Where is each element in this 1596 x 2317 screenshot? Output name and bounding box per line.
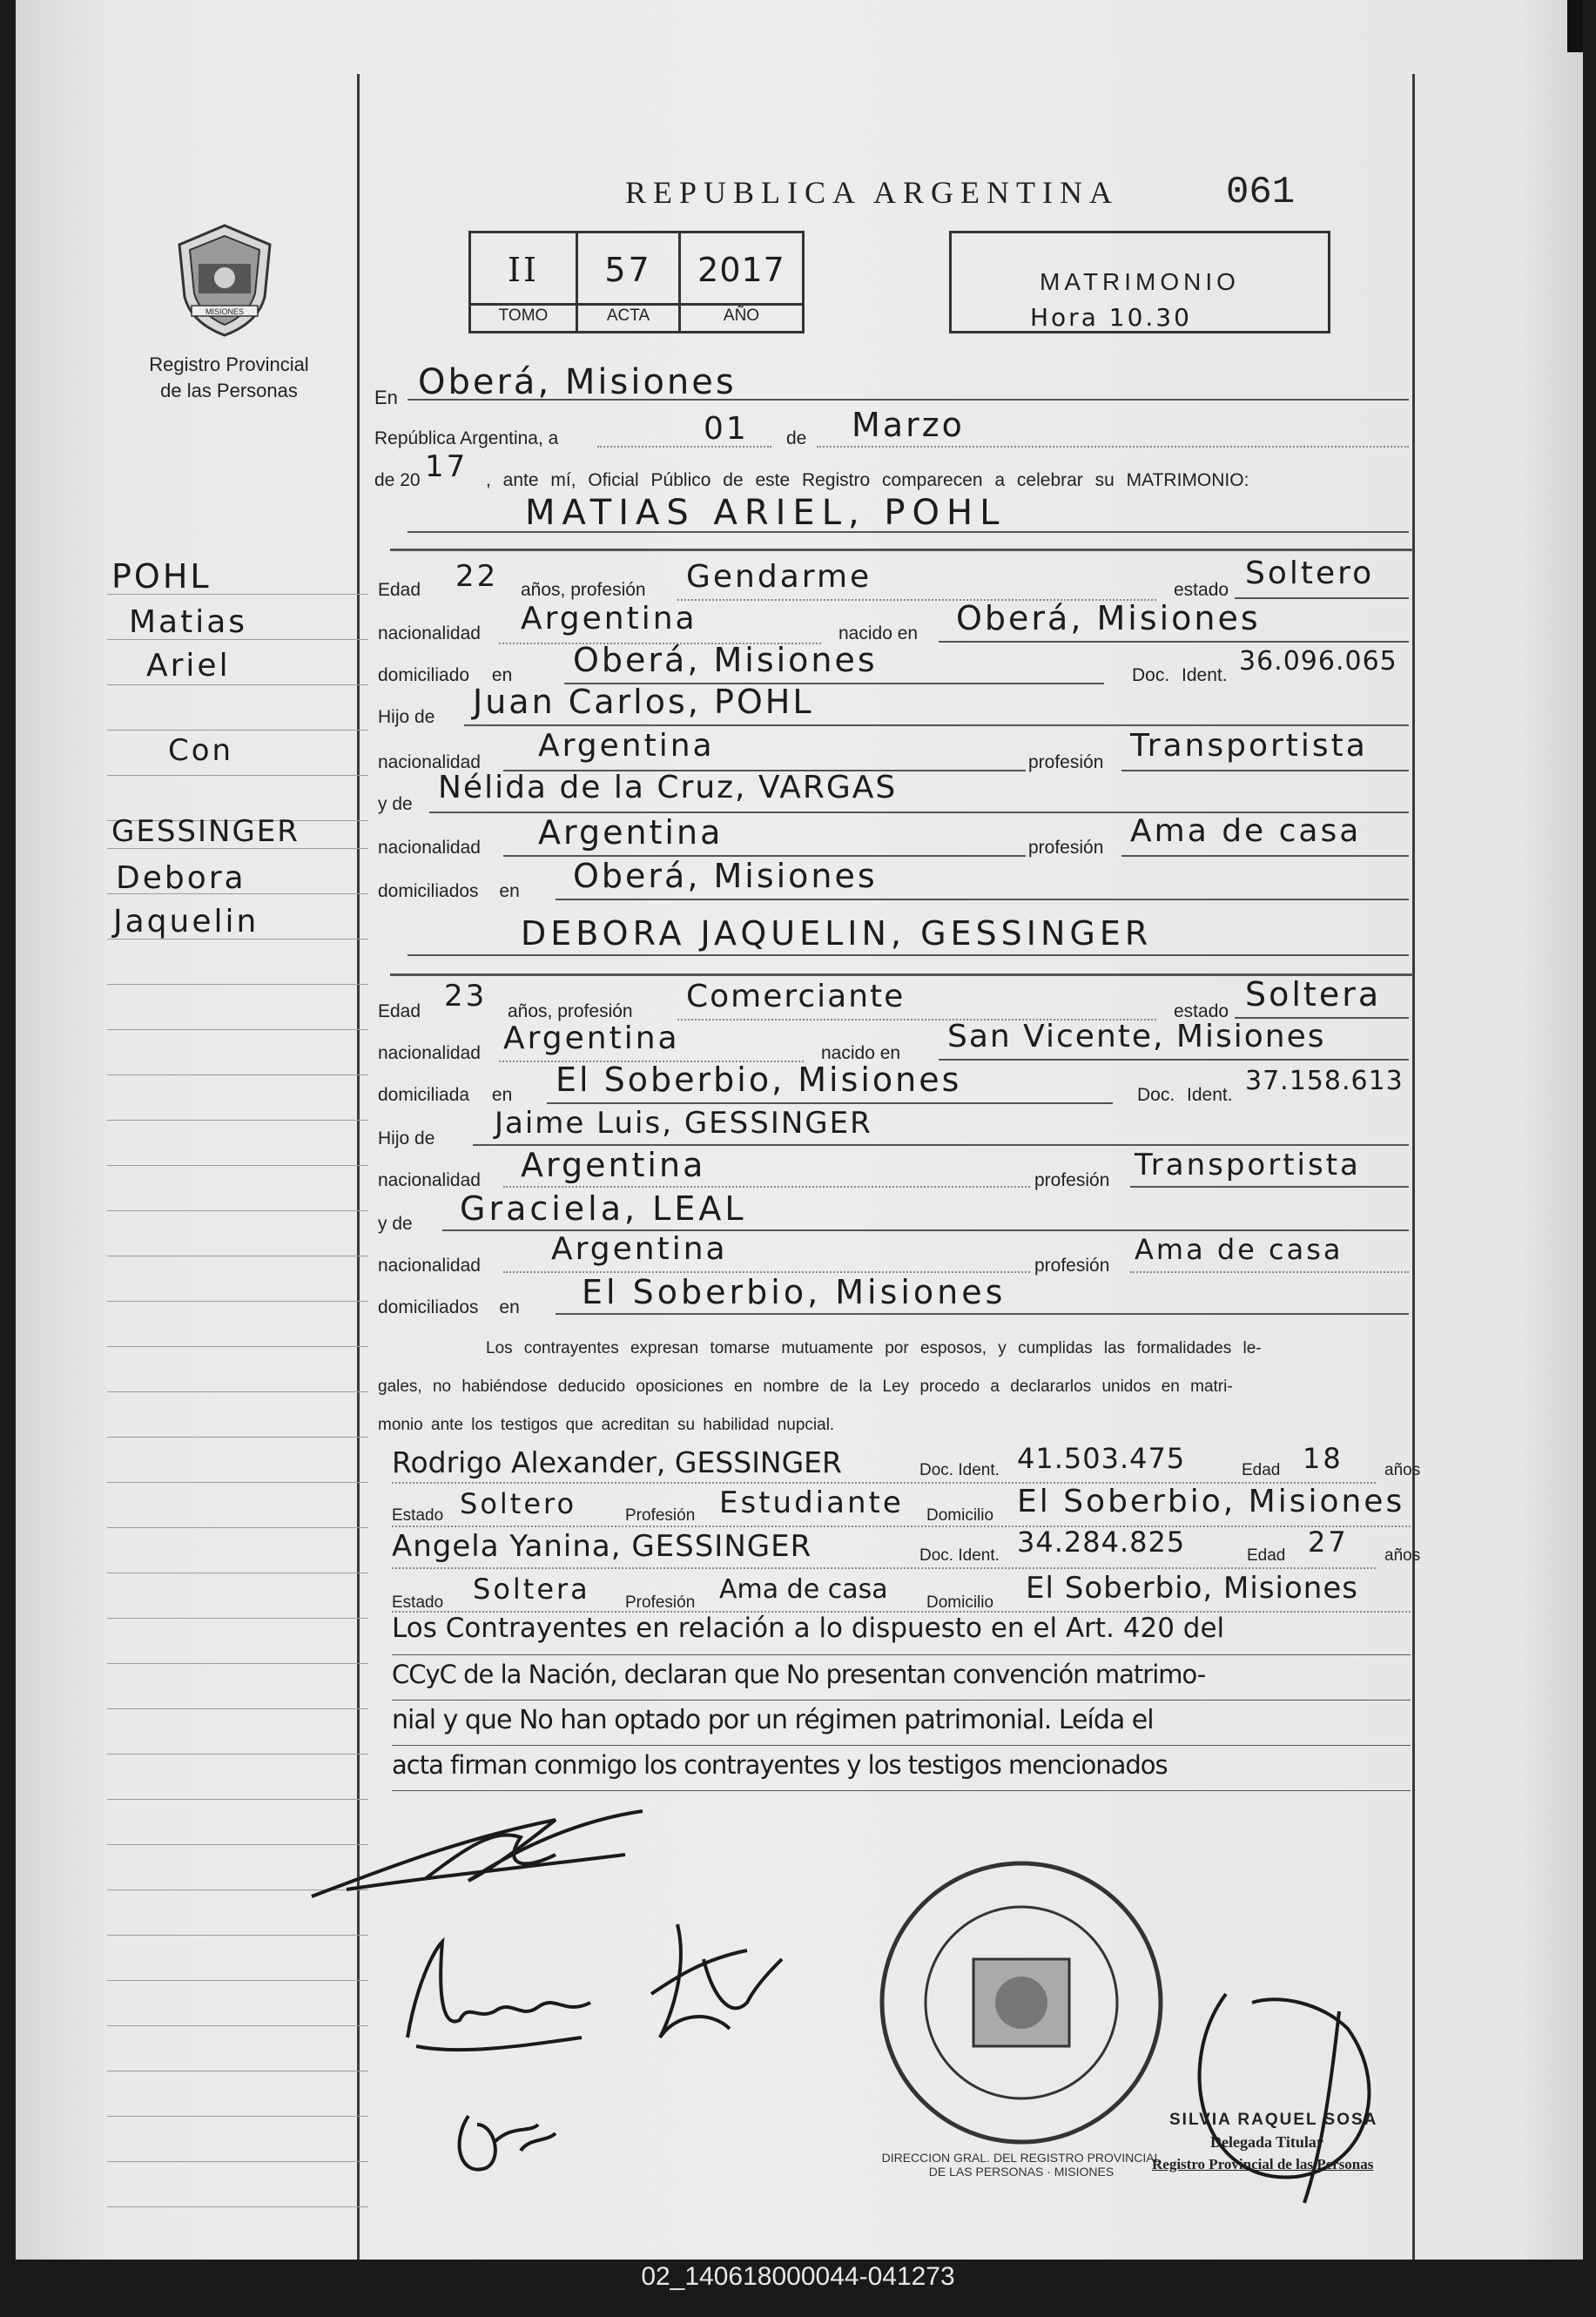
- witness1-prof-label: Profesión: [625, 1506, 696, 1525]
- groom-name: MATIAS ARIEL, POHL: [525, 493, 1007, 533]
- groom-padre-prof: Transportista: [1130, 728, 1368, 764]
- country-title: REPUBLICA ARGENTINA: [625, 175, 1120, 210]
- margin-rule: [107, 1618, 368, 1619]
- bride-profesion: Comerciante: [686, 979, 906, 1014]
- groom-name-underline: [407, 531, 1409, 533]
- act-type-box: [949, 231, 1330, 333]
- note-rule-3: [392, 1745, 1411, 1746]
- groom-padre-nac-label: nacionalidad: [378, 752, 481, 772]
- act-type: MATRIMONIO: [1040, 268, 1240, 295]
- bride-name: DEBORA JAQUELIN, GESSINGER: [521, 914, 1153, 953]
- month-line: [817, 446, 1409, 448]
- tomo-label: TOMO: [498, 306, 549, 325]
- stamp-text: DIRECCION GRAL. DEL REGISTRO PROVINCIAL DE LAS PERSONAS · MISIONES: [881, 2151, 1162, 2179]
- bride-doms-label: domiciliados en: [378, 1297, 520, 1317]
- scan-id: 02_140618000044-041273: [641, 2262, 955, 2291]
- witness2-edad-label: Edad: [1247, 1546, 1286, 1565]
- witness2-estado-label: Estado: [392, 1593, 444, 1612]
- right-edge-mark: [1567, 0, 1583, 52]
- bride-estado: Soltera: [1245, 975, 1382, 1014]
- bride-madre-nac: Argentina: [551, 1231, 728, 1267]
- witness2-dom-label: Domicilio: [926, 1593, 994, 1612]
- bride-yde-label: y de: [378, 1214, 413, 1234]
- note-line-2: CCyC de la Nación, declaran que No presentan convención matrimo-: [392, 1660, 1206, 1689]
- witness1-dom-label: Domicilio: [926, 1506, 994, 1525]
- month: Marzo: [852, 406, 965, 444]
- witness2-domicilio: El Soberbio, Misiones: [1026, 1571, 1358, 1606]
- tomo-value: II: [507, 251, 540, 289]
- de-label: de: [786, 428, 807, 448]
- day: 01: [704, 411, 749, 447]
- bride-madre-prof-line: [1130, 1271, 1409, 1273]
- witness2-line: [392, 1567, 1376, 1569]
- witness1-doc-label: Doc. Ident.: [919, 1461, 1000, 1479]
- witness1-anos-label: años: [1384, 1461, 1421, 1479]
- witness2-profesion: Ama de casa: [719, 1574, 888, 1605]
- groom-yde-label: y de: [378, 794, 413, 814]
- body-line-1: Los contrayentes expresan tomarse mutuamente por esposos, y cumplidas las formalidades le-: [486, 1339, 1262, 1357]
- groom-padre: Juan Carlos, POHL: [473, 683, 814, 721]
- bride-padre-nac-line: [503, 1186, 1030, 1188]
- bride-domicilio: El Soberbio, Misiones: [556, 1061, 962, 1099]
- ceremony-time: Hora 10.30: [1030, 303, 1192, 332]
- place: Oberá, Misiones: [418, 362, 737, 402]
- groom-padre-nac: Argentina: [538, 728, 715, 764]
- registry-name-line1: Registro Provincial: [149, 354, 309, 375]
- groom-madre-nac: Argentina: [538, 813, 724, 852]
- margin-rule: [107, 2161, 368, 2162]
- groom-nacido-label: nacido en: [838, 623, 919, 643]
- witness1-estado: Soltero: [460, 1487, 577, 1520]
- republica-label: República Argentina, a: [374, 428, 559, 448]
- section-divider: [390, 549, 1413, 551]
- witness1-name: Rodrigo Alexander, GESSINGER: [392, 1445, 842, 1479]
- groom-padre-prof-line: [1121, 770, 1409, 771]
- groom-padres-dom: Oberá, Misiones: [573, 857, 878, 895]
- margin-rule: [107, 1935, 368, 1936]
- groom-nacido-line: [939, 641, 1409, 643]
- margin-groom-middle: Ariel: [146, 648, 231, 684]
- bride-name-underline: [407, 954, 1409, 956]
- groom-madre-prof: Ama de casa: [1130, 813, 1362, 849]
- margin-rule: [107, 984, 368, 985]
- official-name: SILVIA RAQUEL SOSA: [1169, 2111, 1378, 2129]
- margin-bride-middle: Jaquelin: [113, 904, 259, 940]
- note-rule-2: [392, 1700, 1411, 1701]
- witness1-edad-label: Edad: [1242, 1461, 1281, 1479]
- official-stamp: [873, 1855, 1169, 2151]
- margin-rule: [107, 2116, 368, 2117]
- witness2-name: Angela Yanina, GESSINGER: [392, 1529, 812, 1564]
- tomo-acta-ano-box: [468, 231, 805, 333]
- bride-padre-nac-label: nacionalidad: [378, 1170, 481, 1190]
- bride-edad-label: Edad: [378, 1001, 421, 1021]
- witness1-line2: [392, 1526, 1411, 1527]
- official-title: Delegada Titular: [1210, 2133, 1323, 2151]
- acta-label: ACTA: [606, 306, 650, 325]
- margin-rule: [107, 730, 368, 731]
- margin-rule: [107, 1708, 368, 1709]
- groom-padres-dom-line: [556, 899, 1409, 900]
- groom-nacido: Oberá, Misiones: [956, 599, 1261, 637]
- groom-doc-label: Doc. Ident.: [1132, 665, 1228, 685]
- bride-madre-prof: Ama de casa: [1135, 1233, 1343, 1266]
- witness1-profesion: Estudiante: [719, 1485, 904, 1520]
- witness2-prof-label: Profesión: [625, 1593, 696, 1612]
- body-line-2: gales, no habiéndose deducido oposiciones en nombre de la Ley procedo a declararlos unidos en matri-: [378, 1377, 1233, 1396]
- bride-padre-prof-line: [1130, 1186, 1409, 1188]
- margin-rule: [107, 1210, 368, 1211]
- bride-padre-nac: Argentina: [521, 1146, 706, 1184]
- groom-edad-label: Edad: [378, 580, 421, 600]
- right-border: [1412, 74, 1415, 2260]
- emblem-ribbon-text: MISIONES: [205, 307, 245, 316]
- bride-dom-label: domiciliada en: [378, 1085, 513, 1105]
- margin-rule: [107, 1029, 368, 1030]
- bride-nacido-label: nacido en: [821, 1043, 901, 1063]
- margin-groom-surname: POHL: [111, 557, 212, 596]
- bride-padre-prof: Transportista: [1135, 1148, 1361, 1182]
- ano-label: AÑO: [723, 306, 760, 325]
- note-line-3: nial y que No han optado por un régimen patrimonial. Leída el: [392, 1705, 1154, 1735]
- witness2-doc-label: Doc. Ident.: [919, 1546, 1000, 1565]
- registry-page: [16, 0, 1583, 2260]
- groom-edad: 22: [455, 559, 499, 594]
- margin-rule: [107, 775, 368, 776]
- margin-rule: [107, 1074, 368, 1075]
- groom-nacionalidad: Argentina: [521, 601, 697, 637]
- margin-groom-first: Matias: [129, 604, 248, 640]
- groom-madre-prof-label: profesión: [1028, 838, 1104, 858]
- groom-domicilio: Oberá, Misiones: [573, 641, 878, 679]
- bride-doc-label: Doc. Ident.: [1137, 1085, 1233, 1105]
- place-underline: [407, 399, 1409, 401]
- margin-bride-surname: GESSINGER: [111, 814, 300, 849]
- groom-anos-prof-label: años, profesión: [521, 580, 646, 600]
- groom-hijo-label: Hijo de: [378, 707, 435, 727]
- bride-padres-dom-line: [556, 1313, 1409, 1315]
- registry-name-line2: de las Personas: [160, 380, 298, 401]
- bride-nacido: San Vicente, Misiones: [947, 1019, 1326, 1054]
- margin-rule: [107, 684, 368, 685]
- margin-rule: [107, 1120, 368, 1121]
- bride-padre: Jaime Luis, GESSINGER: [495, 1106, 872, 1141]
- bride-hijo-label: Hijo de: [378, 1128, 435, 1148]
- margin-rule: [107, 1754, 368, 1755]
- ano-value: 2017: [697, 251, 785, 289]
- margin-rule: [107, 1391, 368, 1392]
- witness1-estado-label: Estado: [392, 1506, 444, 1525]
- signature-bride: [625, 1907, 799, 2064]
- witness2-doc: 34.284.825: [1017, 1526, 1186, 1559]
- margin-rule: [107, 1527, 368, 1528]
- bride-madre-nac-label: nacionalidad: [378, 1256, 481, 1276]
- witness1-domicilio: El Soberbio, Misiones: [1017, 1484, 1405, 1519]
- note-line-4: acta firman conmigo los contrayentes y los testigos mencionados: [392, 1750, 1168, 1780]
- signature-groom: [390, 1916, 616, 2064]
- witness1-doc: 41.503.475: [1017, 1442, 1186, 1475]
- groom-madre: Nélida de la Cruz, VARGAS: [438, 770, 898, 805]
- groom-doc: 36.096.065: [1239, 646, 1397, 677]
- en-label: En: [374, 387, 398, 408]
- province-emblem: [172, 222, 277, 340]
- bride-edad: 23: [444, 979, 488, 1014]
- statement: , ante mí, Oficial Público de este Registro comparecen a celebrar su MATRIMONIO:: [486, 470, 1249, 490]
- margin-rule: [107, 1301, 368, 1302]
- de20-label: de 20: [374, 470, 421, 490]
- witness2-edad: 27: [1308, 1526, 1349, 1559]
- margin-con: Con: [168, 733, 234, 768]
- bride-nacido-line: [939, 1059, 1409, 1061]
- groom-doms-label: domiciliados en: [378, 881, 520, 901]
- bride-madre: Graciela, LEAL: [460, 1189, 747, 1228]
- bride-padres-dom: El Soberbio, Misiones: [582, 1273, 1007, 1311]
- bride-doc: 37.158.613: [1245, 1066, 1404, 1096]
- bride-padre-prof-label: profesión: [1034, 1170, 1110, 1190]
- note-line-1: Los Contrayentes en relación a lo dispuesto en el Art. 420 del: [392, 1613, 1225, 1644]
- margin-rule: [107, 1346, 368, 1347]
- witness2-anos-label: años: [1384, 1546, 1421, 1565]
- margin-rule: [107, 1437, 368, 1438]
- groom-madre-prof-line: [1121, 855, 1409, 857]
- margin-rule: [107, 2206, 368, 2207]
- margin-rule: [107, 1482, 368, 1483]
- acta-value: 57: [604, 251, 652, 289]
- note-rule-4: [392, 1790, 1411, 1791]
- bride-dom-line: [547, 1102, 1113, 1104]
- official-office: Registro Provincial de las Personas: [1152, 2156, 1374, 2172]
- signature-witness: [442, 2090, 564, 2186]
- groom-dom-label: domiciliado en: [378, 665, 513, 685]
- bride-anos-prof-label: años, profesión: [508, 1001, 633, 1021]
- groom-estado: Soltero: [1245, 556, 1375, 591]
- groom-profesion: Gendarme: [686, 559, 872, 595]
- witness2-estado: Soltera: [473, 1573, 590, 1606]
- official-signature: [1174, 1959, 1418, 2220]
- folio-number: 061: [1226, 171, 1296, 214]
- margin-rule: [107, 1980, 368, 1981]
- body-line-3: monio ante los testigos que acreditan su habilidad nupcial.: [378, 1416, 835, 1434]
- groom-madre-nac-label: nacionalidad: [378, 838, 481, 858]
- bride-estado-label: estado: [1174, 1001, 1229, 1021]
- note-rule-1: [392, 1654, 1411, 1655]
- margin-divider: [357, 74, 360, 2260]
- margin-rule: [107, 1663, 368, 1664]
- bride-madre-prof-label: profesión: [1034, 1256, 1110, 1276]
- margin-bride-first: Debora: [116, 860, 246, 896]
- margin-rule: [107, 2025, 368, 2026]
- year-suffix: 17: [425, 449, 468, 484]
- groom-nac-label: nacionalidad: [378, 623, 481, 643]
- groom-estado-line: [1235, 597, 1409, 599]
- bride-nac-label: nacionalidad: [378, 1043, 481, 1063]
- groom-padre-line: [464, 724, 1409, 726]
- witness1-edad: 18: [1303, 1442, 1343, 1475]
- groom-estado-label: estado: [1174, 580, 1229, 600]
- groom-padre-prof-label: profesión: [1028, 752, 1104, 772]
- bride-nacionalidad: Argentina: [503, 1020, 680, 1056]
- signature-top: [294, 1794, 660, 1907]
- margin-rule: [107, 1165, 368, 1166]
